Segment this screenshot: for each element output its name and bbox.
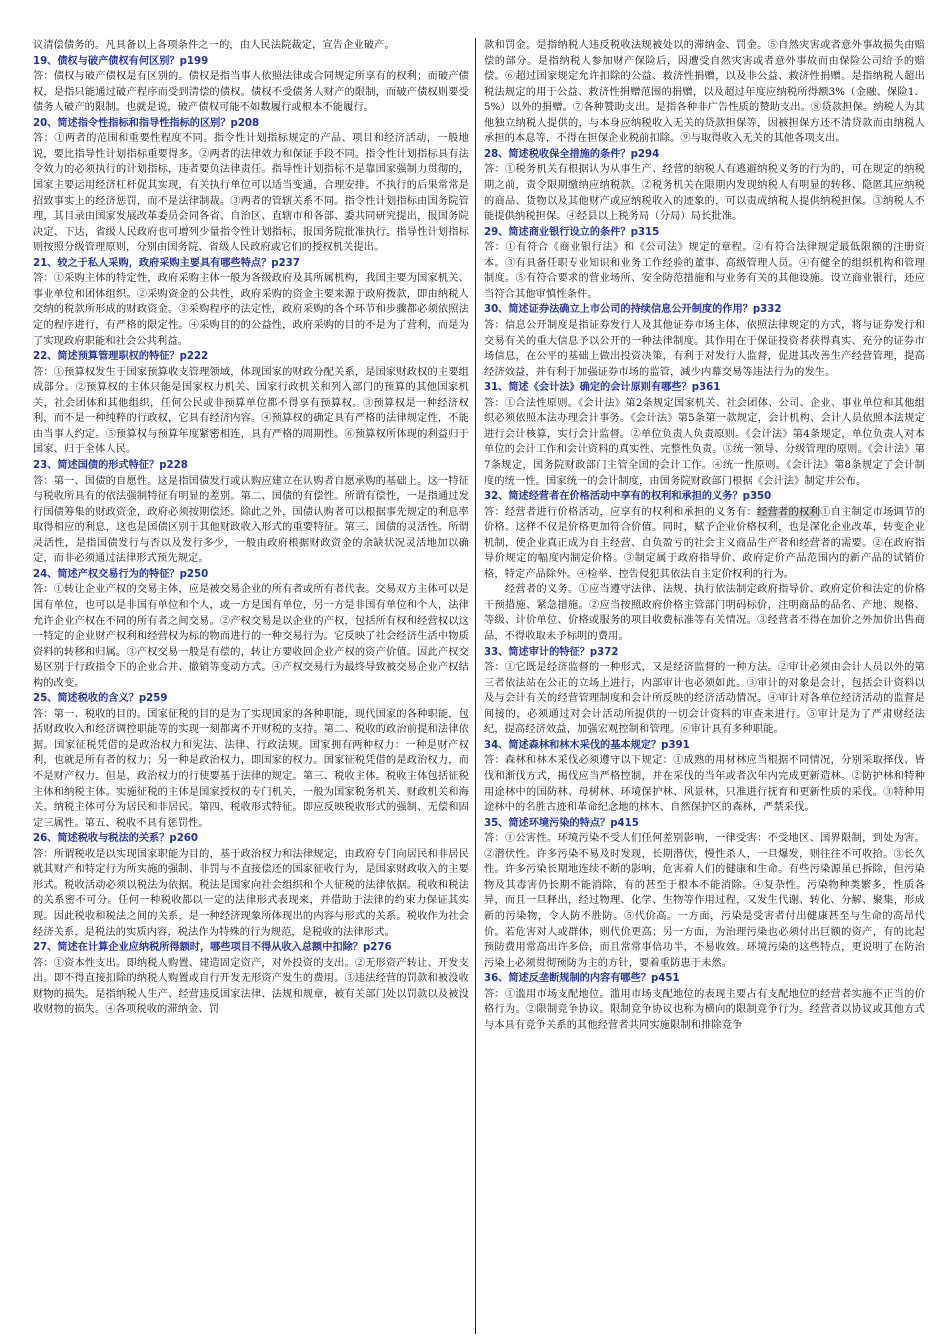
qa-item-20: [33, 116, 469, 256]
qa-item-25: [33, 691, 469, 831]
highlighted-phrase: 经营者的权利: [757, 506, 821, 518]
question-heading: 22、简述预算管理职权的特征？p222: [33, 351, 209, 363]
answer-rights: ①自主制定市场调节的价格。这样不仅是价格更加符合价值。同时，赋予企业价格权利，也是深化企业改革，转变企业机制，使企业真正成为自主经营、自负盈亏的社会主义商品生产者和经营者的需要。②在政府指导价规定的幅度内制定价格。③制定属于政府指导价、政府定价产品范围内的新产品的试销价格，特定产品除外。④检举、控告侵犯其依法自主定价权利的行为。: [484, 506, 925, 580]
answer-text: 答：第一、税收的目的。国家征税的目的是为了实现国家的各种职能，现代国家的各种职能，包括财政收入和经济调控职能等的实现一刻都离不开财税的支持。第二、税收的政治前提和法律依据。国家征税凭借的是政治权力和宪法、法律、行政法规。国家拥有两种权力：一种是财产权利，也就是所有者的权力；另一种是政治权力，即国家的权力。国家征税凭借的是政治权力，而不是财产权力。但是，政治权力的行使要基于法律的规定。第三、税收主体。税收主体包括征税主体和纳税主体。实施征税的主体是国家授权的专门机关，一般为国家税务机关、财政机关和海关。纳税主体可分为居民和非居民。第四、税收形式特征。即应反映税收形式的强制、无偿和固定三属性。第五、税收不具有惩罚性。: [33, 708, 469, 829]
question-heading: 36、简述反垄断规制的内容有哪些？p451: [484, 973, 680, 985]
answer-text: 答：①采购主体的特定性，政府采购主体一般为各级政府及其所属机构，我国主要为国家机关、事业单位和团体组织。②采购资金的公共性，政府采购的资金主要来源于政府拨款，即由纳税人交纳的税款所形成的财政资金。③采购程序的法定性，政府采购的各个环节和步骤都必须依照法定的程序进行，有严格的限定性。④采购目的的公益性，政府采购的目的不是为了营利，而是为了实现政府职能和社会公共利益。: [33, 273, 469, 347]
question-heading: 33、简述审计的特征？p372: [484, 646, 619, 658]
question-heading: 20、简述指令性指标和指导性指标的区别？p208: [33, 117, 260, 129]
question-heading: 27、简述在计算企业应纳税所得额时，哪些项目不得从收入总额中扣除？p276: [33, 942, 392, 954]
answer-obligations: 经营者的义务。①应当遵守法律、法规、执行依法制定政府指导价、政府定价和法定的价格干预措施、紧急措施。②应当按照政府价格主管部门明码标价，注明商品的品名、产地、规格、等级、计价单位、价格或服务的项目收费标准等有关情况。③经营者不得在加价之外加价出售商品，不得收取未予标明的费用。: [484, 584, 925, 643]
answer-text: 答：①转让企业产权的交易主体，应是被交易企业的所有者或所有者代表。交易双方主体可以是国有单位，也可以是非国有单位和个人，或一方是国有单位，另一方是非国有单位和个人，法律允许企业产权在不同的所有者之间交易。②产权交易是以企业的产权，包括所有权和经营权以这一特定的企业财产权利和经营权为标的物而进行的一种交易行为。它反映了社会经济生活中物质资料的转移和归属。③产权交易一般是有偿的，转让方要收回企业产权的资产价值。因此产权交易区别于行政指令下的企业合并、撤销等变动方式。④产权交易行为最终导致被交易企业产权结构的改变。: [33, 584, 469, 689]
answer-text: 答：①两者的范围和重要性程度不同。指令性计划指标规定的产品、项目和经济活动，一般地说，要比指导性计划指标重要得多。②两者的法律效力和保证手段不同。指令性计划指标具有法令效力的必须执行的计划指标，违者要负法律责任。指导性计划指标不是靠国家强制力贯彻的，国家主要运用经济杠杆促其实现，有关执行单位可以适当变通，合理安排。不执行的后果常常是招致事实上的经济惩罚，而不是法律制裁。③两者的管辖关系不同。指令性计划指标由国务院管理，其目录由国家发展改革委员会同各省、自治区、直辖市和各部、委共同研究提出，报国务院决定、下达，省级人民政府也可增列少量指令性计划指标，报国务院批准执行。指导性计划指标则按照分级管理原则，分别由国务院、省级人民政府或它们的授权机关提出。: [33, 133, 469, 254]
qa-item-28: [484, 147, 925, 225]
answer-text: 答：债权与破产债权是有区别的。债权是指当事人依照法律或合同规定所享有的权利；而破产债权，是指只能通过破产程序而受到清偿的债权。债权不受债务人财产的限制，而破产债权则要受债务人破产的限制。也就是说，破产债权可能不如数履行或根本不能履行。: [33, 71, 469, 114]
qa-item-31: [484, 380, 925, 489]
question-heading: 25、简述税收的含义？p259: [33, 693, 168, 705]
question-heading: 19、债权与破产债权有何区别？p199: [33, 55, 209, 67]
answer-intro: 答：经营者进行价格活动，应享有的权利和承担的义务有：: [484, 506, 758, 518]
answer-text: [484, 505, 925, 583]
qa-item-22: [33, 349, 469, 458]
left-column: [33, 38, 475, 1334]
answer-text: 答：①它既是经济监督的一种形式，又是经济监督的一种方法。②审计必须由会计人员以外的第三者依法站在公正的立场上进行，内部审计也必须如此。③审计的对象是会计，包括会计资料以及与会计有关的经营管理制度和会计所反映的经济活动情况。④审计对各单位经济活动的监督是间接的，必须通过对会计活动所提供的一切会计资料的审查来进行。⑤审计是为了严肃财经法纪，提高经济效益，加强宏观控制和管理。⑥审计具有多种职能。: [484, 662, 925, 736]
answer-text: 答：森林和林木采伐必须遵守以下规定：①成熟的用材林应当根据不同情况，分别采取择伐、皆伐和渐伐方式，揭伐应当严格控制，并在采伐的当年或者次年内完成更新造林。②防护林和特种用途林中的国防林、母树林、环境保护林、风景林，只准进行抚育和更新性质的采伐。③特种用途林中的名胜古迹和革命纪念地的林木、自然保护区的森林，严禁采伐。: [484, 755, 925, 814]
answer-text: 答：①税务机关有根据认为从事生产、经营的纳税人有逃避纳税义务的行为的，可在规定的纳税期之前，责令限期缴纳应纳税款。②税务机关在限期内发现纳税人有明显的转移、隐匿其应纳税的商品、货物以及其他财产或应纳税收入的迹象的，可以责成纳税人提供纳税担保。③纳税人不能提供纳税担保。④经县以上税务局（分局）局长批准。: [484, 164, 925, 223]
answer-text: 答：①公害性。环境污染不受人们任何差别影响，一律受害：不受地区、国界限制，到处为害。②潜伏性。许多污染不易及时发现，长期潜伏，慢性杀人，一旦爆发，则往往不可收拾。③长久性。许多污染长期地连续不断的影响，危害着人们的健康和生命。有些污染源虽已拆除，但污染物及其毒害仍长期不能消除，有的甚至于根本不能消除。④复杂性。污染物种类繁多，性质各异，而且一旦释出，经过物理、化学、生物等作用过程，又发生代谢、转化、分解、聚集，形成新的污染物，令人防不胜防。⑤代价高。一方面，污染是受害者付出健康甚至与生命的高昂代价。若危害对人或群体，则代价更高；另一方面，为治理污染也必须付出巨额的资产，有的比起预防费用常高出许多倍，而且常常事倍功半，不易收效。环境污染的这些特点，更说明了在防治污染上必须贯彻预防为主的方针，要着重防患于未然。: [484, 833, 925, 969]
question-heading: 34、简述森林和林木采伐的基本规定？p391: [484, 739, 690, 751]
question-heading: 35、简述环境污染的特点？p415: [484, 817, 639, 829]
question-heading: 29、简述商业银行设立的条件？p315: [484, 226, 660, 238]
qa-item-35: [484, 816, 925, 972]
question-heading: 21、较之于私人采购，政府采购主要具有哪些特点？p237: [33, 257, 300, 269]
question-heading: 26、简述税收与税法的关系？p260: [33, 833, 198, 845]
qa-item-26: [33, 831, 469, 940]
qa-item-23: [33, 458, 469, 567]
right-column: [476, 38, 925, 1334]
answer-text: 答：①资本性支出。即纳税人购置、建造固定资产，对外投资的支出。②无形资产转让、开发支出。即不得直接扣除的纳税人购置或自行开发无形资产发生的费用。③违法经营的罚款和被没收财物的损失。是指纳税人生产、经营违反国家法律、法规和规章，被有关部门处以罚款以及被没收财物的损失。④各项税收的滞纳金、罚: [33, 957, 469, 1016]
qa-item-27: [33, 940, 469, 1018]
answer-text: 答：信息公开制度是指证券发行人及其他证券市场主体，依照法律规定的方式，将与证券发行和交易有关的重大信息予以公开的一种法律制度。其作用在于保证投资者获得真实、充分的证券市场信息，在公平的基础上做出投资决策，有利于对发行人监督，促进其改善生产经营管理，提高经济效益，并有利于加强证券市场的监管，减少内幕交易等违法行为的发生。: [484, 319, 925, 378]
qa-item-33: [484, 645, 925, 738]
right-lead-text: 款和罚金。是指纳税人违反税收法规被处以的滞纳金、罚金。⑤自然灾害或者意外事故损失由赔偿的部分。是指纳税人参加财产保险后，因遭受自然灾害或者意外事故而由保险公司给予的赔偿。⑥超过国家规定允许扣除的公益、救济性捐赠，以及非公益、救济性捐赠。是指纳税人超出税法规定的用于公益、救济性捐赠范围的捐赠，以及超过年度应纳税所得额3%（金融、保险1．5%）以外的捐赠。⑦各种赞助支出。是指各种非广告性质的赞助支出。⑧贷款担保。纳税人为其他独立纳税人提供的，与本身应纳税收入无关的贷款担保等，因被担保方还不清贷款而由纳税人承担的本息等，不得在担保企业税前扣除。⑨与取得收入无关的其他各项支出。: [484, 40, 925, 145]
question-heading: 30、简述证券法确立上市公司的持续信息公开制度的作用？p332: [484, 304, 782, 316]
answer-text: 答：①有符合《商业银行法》和《公司法》规定的章程。②有符合法律规定最低限额的注册资本。③有具备任职专业知识和业务工作经验的董事、高级管理人员。④有健全的组织机构和管理制度。⑤有符合要求的营业场所、安全防范措施和与业务有关的其他设施。设立商业银行，还应当符合其他审慎性条件。: [484, 242, 925, 300]
qa-item-21: [33, 256, 469, 349]
answer-text: 答：①预算权发生于国家预算收支管理领域，体现国家的财政分配关系，是国家财政权的主要组成部分。②预算权的主体只能是国家权力机关、国家行政机关和列入部门的预算的其他国家机关，社会团体和其他组织，任何公民或非预算单位都不得享有预算权。③预算权是一种经济权利，而不是一种纯粹的行政权，它具有经济内容。④预算权的确定具有严格的法律规定性，不能由当事人约定。⑤预算权与预算年度紧密相连，具有严格的周期性。⑥预算权所体现的利益归于国家、归于全体人民。: [33, 366, 469, 456]
qa-item-34: [484, 738, 925, 816]
question-heading: 23、简述国债的形式特征？p228: [33, 459, 188, 471]
left-lead-text: 议清偿债务的。凡具备以上各项条件之一的，由人民法院裁定，宣告企业破产。: [33, 40, 395, 51]
qa-item-36: [484, 971, 925, 1033]
question-heading: 31、简述《会计法》确定的会计原则有哪些？p361: [484, 382, 721, 394]
answer-text: 答：所谓税收是以实现国家职能为目的，基于政治权力和法律规定，由政府专门向居民和非居民就其财产和特定行为所实施的强制、非罚与不直接偿还的国家征收行为，是国家财政收入的主要形式。税收活动必须以税法为依据。税法是国家向社会组织和个人征税的法律依据。税收和税法的关系密不可分。任何一种税收都以一定的法律形式表现来，并借助于法律的约束力保证其实现。因此税收和税法之间的关系，是一种经济现象所体现出的内容与形式的关系。税收作为社会经济关系，是税法的实质内容，税法作为特殊的行为规范，是税收的法律形式。: [33, 848, 469, 938]
qa-item-29: [484, 225, 925, 303]
question-heading: 32、简述经营者在价格活动中享有的权利和承担的义务？p350: [484, 491, 772, 503]
answer-text: 答：①滥用市场支配地位。滥用市场支配地位的表现主要占有支配地位的经营者实施不正当的价格行为。②限制竞争协议。限制竞争协议也称为横向的限制竞争行为。经营者以协议或其他方式与本具有竞争关系的其他经营者共同实施限制和排除竞争: [484, 988, 925, 1031]
answer-text: 答：①合法性原则。《会计法》第2条规定国家机关、社会团体、公司、企业、事业单位和其他组织必须依照本法办理会计事务。《会计法》第5条第一款规定，会计机构、会计人员依照本法规定进行会计核算，实行会计监督。②单位负责人负责原则。《会计法》第4条规定，单位负责人对本单位的会计工作和会计资料的真实性、完整性负责。③统一领导、分级管理的原则。《会计法》第7条规定，国务院财政部门主管全国的会计工作。④统一性原则。《会计法》第8条规定了会计制度的统一性。国家统一的会计制度，由国务院财政部门根据《会计法》制定并公布。: [484, 397, 925, 487]
answer-text: 答：第一、国债的自愿性。这是指国债发行或认购应建立在认购者自愿承购的基础上。这一特征与税收所具有的依法强制特征有明显的差别。第二、国债的有偿性。所谓有偿性，一是指通过发行国债筹集的财政资金，政府必须按期偿还。除此之外，国债认购者可以根据事先规定的利息率取得相应的利息，这也是国债区别于其他财政收入形式的重要特征。第三、国债的灵活性。所谓灵活性，是指国债发行与否以及发行多少，一般由政府根据财政资金的余缺状况灵活地加以确定，而非必须通过法律形式预先规定。: [33, 475, 469, 565]
question-heading: 28、简述税收保全措施的条件？p294: [484, 148, 660, 160]
qa-item-32: [484, 489, 925, 645]
qa-item-19: [33, 54, 469, 116]
qa-item-24: [33, 567, 469, 691]
qa-item-30: [484, 302, 925, 380]
question-heading: 24、简述产权交易行为的特征？p250: [33, 568, 209, 580]
